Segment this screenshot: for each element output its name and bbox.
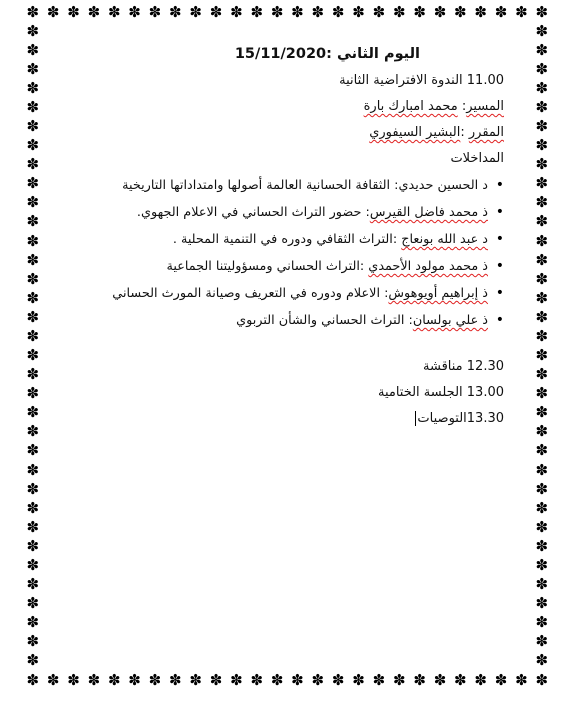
border-star-icon: ✽ [535, 40, 549, 59]
border-star-icon: ✽ [474, 670, 487, 689]
border-star-icon: ✽ [515, 2, 528, 21]
intervention-item [50, 226, 516, 253]
border-star-icon: ✽ [392, 2, 406, 21]
border-star-icon: ✽ [535, 21, 549, 40]
border-star-icon: ✽ [26, 536, 40, 555]
border-star-icon: ✽ [169, 2, 182, 21]
border-star-icon: ✽ [535, 231, 549, 250]
intervention-topic: التراث الحساني ومسؤوليتنا الجماعية [166, 259, 360, 274]
rapporteur-line [50, 120, 516, 146]
border-star-icon: ✽ [26, 136, 40, 155]
border-star-icon: ✽ [535, 155, 549, 174]
border-star-icon: ✽ [331, 2, 345, 21]
border-star-icon: ✽ [26, 632, 40, 651]
border-star-icon: ✽ [26, 384, 40, 403]
rapporteur-name: البشير السيفوري [369, 125, 461, 140]
border-star-icon: ✽ [26, 422, 40, 441]
border-star-icon: ✽ [454, 2, 467, 21]
border-star-icon: ✽ [535, 498, 549, 517]
border-star-icon: ✽ [26, 117, 40, 135]
schedule-recommendations [50, 406, 516, 432]
schedule-discussion: 12.30 مناقشة [423, 359, 504, 374]
intervention-item [50, 280, 516, 307]
border-star-icon: ✽ [535, 441, 549, 460]
border-star-icon: ✽ [26, 555, 40, 574]
border-star-icon: ✽ [87, 2, 101, 21]
intervention-topic: الثقافة الحسانية العالمة أصولها وامتداداتها التاريخية [122, 178, 391, 193]
border-star-icon: ✽ [372, 670, 386, 689]
border-star-icon: ✽ [26, 21, 40, 40]
border-star-icon: ✽ [128, 670, 141, 689]
border-star-icon: ✽ [250, 670, 264, 689]
border-star-icon: ✽ [291, 2, 304, 21]
border-star-icon: ✽ [26, 212, 40, 231]
border-star-icon: ✽ [26, 575, 40, 594]
border-star-icon: ✽ [26, 346, 40, 365]
border-star-icon: ✽ [26, 231, 40, 250]
border-star-icon: ✽ [26, 250, 40, 269]
border-star-icon: ✽ [535, 269, 549, 288]
intervention-item [50, 199, 516, 226]
border-star-icon: ✽ [535, 78, 549, 97]
border-star-icon: ✽ [26, 174, 40, 193]
border-star-icon: ✽ [67, 670, 80, 689]
page-content[interactable] [50, 42, 516, 662]
intervention-speaker: د عبد الله بونعاج [401, 232, 488, 247]
intervention-topic: حضور التراث الحساني في الاعلام الجهوي. [136, 205, 362, 220]
intervention-item [50, 307, 516, 334]
intervention-topic: التراث الحساني والشأن التربوي [236, 313, 405, 328]
border-star-icon: ✽ [535, 384, 549, 403]
moderator-label: المسير [466, 99, 504, 114]
border-star-icon: ✽ [331, 670, 345, 689]
border-star-icon: ✽ [535, 632, 549, 651]
border-star-icon: ✽ [26, 403, 40, 422]
border-star-icon: ✽ [535, 613, 549, 632]
border-star-icon: ✽ [26, 594, 40, 613]
border-star-icon: ✽ [535, 517, 549, 536]
border-star-icon: ✽ [26, 517, 40, 536]
intervention-speaker: ذ محمد مولود الأحمدي [368, 259, 488, 274]
border-star-icon: ✽ [169, 670, 182, 689]
intervention-separator: : [404, 313, 413, 328]
border-star-icon: ✽ [107, 2, 121, 21]
border-star-icon: ✽ [209, 2, 223, 21]
blank-line [50, 334, 516, 354]
border-star-icon: ✽ [535, 193, 549, 212]
border-star-icon: ✽ [26, 479, 40, 498]
border-star-icon: ✽ [433, 670, 447, 689]
border-star-icon: ✽ [352, 670, 365, 689]
border-star-icon: ✽ [67, 2, 80, 21]
border-star-icon: ✽ [26, 97, 40, 116]
border-star-icon: ✽ [535, 479, 549, 498]
intervention-item [50, 172, 516, 199]
interventions-list [50, 172, 516, 334]
border-star-icon: ✽ [494, 2, 508, 21]
border-star-icon: ✽ [26, 498, 40, 517]
border-star-icon: ✽ [535, 174, 549, 193]
border-star-icon: ✽ [46, 670, 60, 689]
border-star-icon: ✽ [148, 670, 162, 689]
border-star-icon: ✽ [209, 670, 223, 689]
border-star-icon: ✽ [392, 670, 406, 689]
border-star-icon: ✽ [107, 670, 121, 689]
border-star-icon: ✽ [230, 670, 243, 689]
border-star-icon: ✽ [26, 40, 40, 59]
intervention-topic: التراث الثقافي ودوره في التنمية المحلية . [172, 232, 393, 247]
border-star-icon: ✽ [535, 594, 549, 613]
border-star-icon: ✽ [26, 307, 40, 326]
border-star-icon: ✽ [26, 2, 40, 21]
border-star-icon: ✽ [26, 155, 40, 174]
border-star-icon: ✽ [26, 651, 40, 670]
border-star-icon: ✽ [413, 2, 426, 21]
interventions-heading: المداخلات [450, 151, 504, 166]
border-star-icon: ✽ [26, 59, 40, 78]
session-line: 11.00 الندوة الافتراضية الثانية [339, 73, 504, 88]
intervention-separator: : [359, 259, 369, 274]
intervention-speaker: د الحسين حديدي [398, 178, 488, 193]
border-star-icon: ✽ [26, 288, 40, 307]
intervention-separator: : [390, 178, 399, 193]
intervention-item [50, 253, 516, 280]
border-star-icon: ✽ [250, 2, 264, 21]
moderator-name: محمد امبارك بارة [363, 99, 458, 114]
moderator-separator: : [457, 99, 467, 114]
document-title: اليوم الثاني :15/11/2020 [234, 46, 420, 62]
border-star-icon: ✽ [535, 2, 549, 21]
border-star-icon: ✽ [87, 670, 101, 689]
border-star-icon: ✽ [148, 2, 162, 21]
border-star-icon: ✽ [311, 670, 325, 689]
border-star-icon: ✽ [26, 670, 40, 689]
border-star-icon: ✽ [46, 2, 60, 21]
border-star-icon: ✽ [535, 307, 549, 326]
border-star-icon: ✽ [26, 460, 40, 479]
border-star-icon: ✽ [535, 536, 549, 555]
border-star-icon: ✽ [535, 403, 549, 422]
border-star-icon: ✽ [535, 575, 549, 594]
border-star-icon: ✽ [291, 670, 304, 689]
border-star-icon: ✽ [413, 670, 426, 689]
schedule-recommendations-text: 13.30التوصيات [417, 411, 504, 426]
schedule-closing-session: 13.00 الجلسة الختامية [377, 385, 504, 400]
border-star-icon: ✽ [535, 136, 549, 155]
border-star-icon: ✽ [26, 78, 40, 97]
border-star-icon: ✽ [474, 2, 487, 21]
border-star-icon: ✽ [535, 326, 549, 345]
border-star-icon: ✽ [535, 59, 549, 78]
border-star-icon: ✽ [535, 97, 549, 116]
border-star-icon: ✽ [270, 2, 284, 21]
border-star-icon: ✽ [128, 2, 141, 21]
border-star-icon: ✽ [535, 460, 549, 479]
border-star-icon: ✽ [535, 555, 549, 574]
border-star-icon: ✽ [535, 212, 549, 231]
border-star-icon: ✽ [535, 365, 549, 384]
intervention-separator: : [361, 205, 370, 220]
border-star-icon: ✽ [535, 651, 549, 670]
border-star-icon: ✽ [311, 2, 325, 21]
intervention-topic: الاعلام ودوره في التعريف وصيانة المورث الحساني [112, 286, 381, 301]
border-star-icon: ✽ [535, 288, 549, 307]
border-star-icon: ✽ [26, 613, 40, 632]
border-star-icon: ✽ [515, 670, 528, 689]
intervention-separator: : [380, 286, 389, 301]
border-star-icon: ✽ [494, 670, 508, 689]
border-star-icon: ✽ [372, 2, 386, 21]
border-star-icon: ✽ [230, 2, 243, 21]
intervention-speaker: ذ إبراهيم أويوهوش [388, 286, 488, 301]
border-star-icon: ✽ [454, 670, 467, 689]
border-star-icon: ✽ [433, 2, 447, 21]
border-star-icon: ✽ [270, 670, 284, 689]
border-star-icon: ✽ [189, 2, 202, 21]
border-star-icon: ✽ [26, 365, 40, 384]
border-star-icon: ✽ [535, 346, 549, 365]
border-star-icon: ✽ [26, 269, 40, 288]
moderator-line [50, 94, 516, 120]
intervention-speaker: ذ علي بولسان [412, 313, 488, 328]
intervention-separator: : [392, 232, 402, 247]
rapporteur-label: المقرر [468, 125, 504, 140]
intervention-speaker: ذ محمد فاضل القيرس [369, 205, 488, 220]
border-star-icon: ✽ [535, 422, 549, 441]
border-star-icon: ✽ [535, 250, 549, 269]
rapporteur-separator: : [460, 125, 469, 140]
border-star-icon: ✽ [352, 2, 365, 21]
border-star-icon: ✽ [535, 670, 549, 689]
border-star-icon: ✽ [26, 326, 40, 345]
border-star-icon: ✽ [535, 117, 549, 135]
border-star-icon: ✽ [189, 670, 202, 689]
border-star-icon: ✽ [26, 193, 40, 212]
border-star-icon: ✽ [26, 441, 40, 460]
